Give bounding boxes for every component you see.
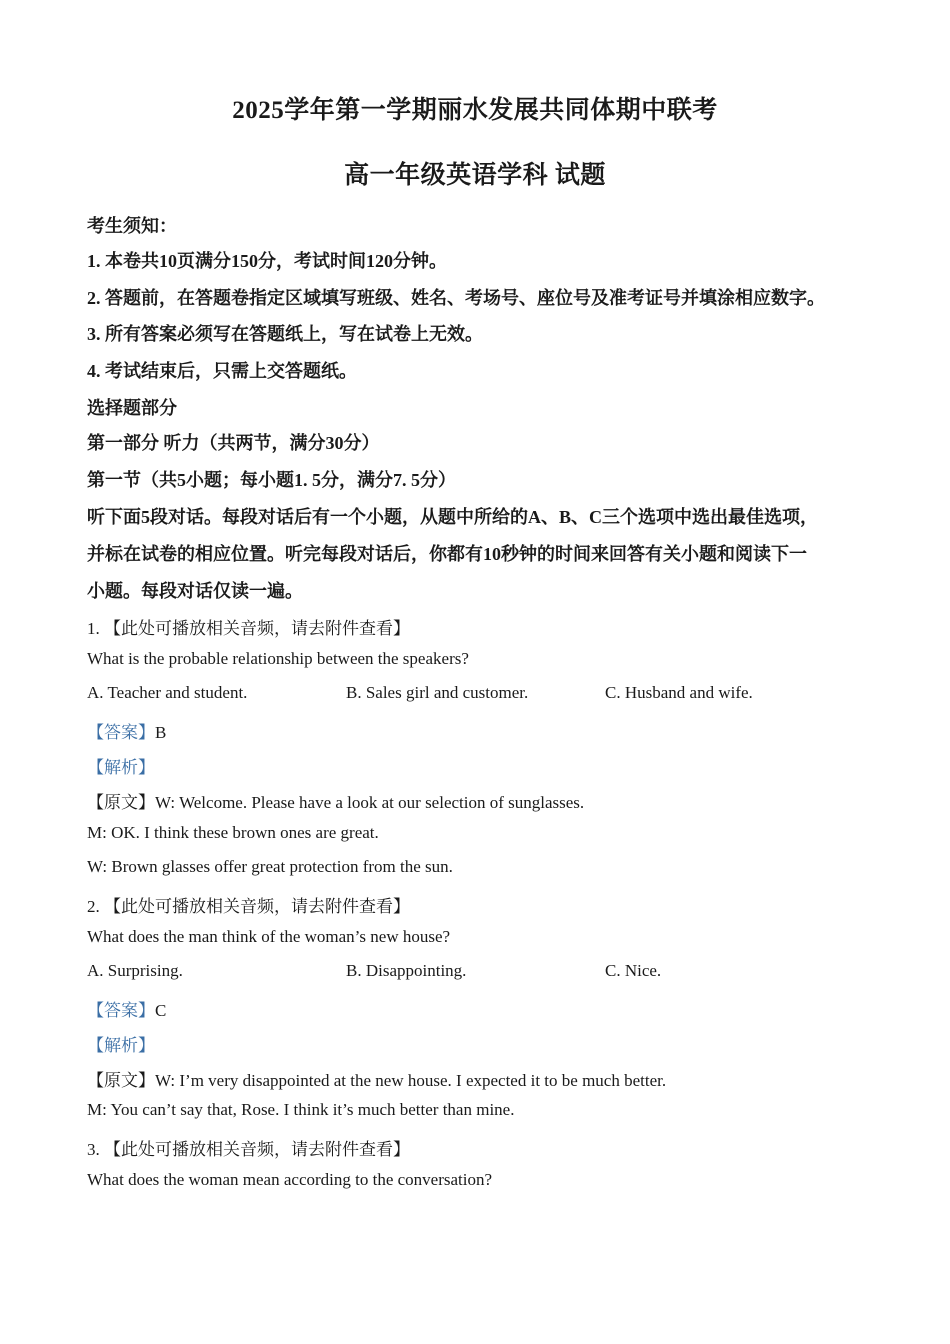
notice-item: 1. 本卷共10页满分150分，考试时间120分钟。 — [87, 251, 447, 271]
notice-item: 3. 所有答案必须写在答题纸上，写在试卷上无效。 — [87, 324, 483, 344]
option-a: A. Surprising. — [87, 961, 183, 980]
part1-heading: 第一部分 听力（共两节，满分30分） — [87, 433, 380, 453]
script-line: W: Brown glasses offer great protection from the sun. — [87, 857, 453, 876]
question-1-audio — [87, 614, 410, 639]
question-number: 2. — [87, 897, 104, 916]
question-2-answer — [87, 996, 166, 1021]
audio-placeholder[interactable]: 【此处可播放相关音频，请去附件查看】 — [104, 619, 410, 638]
script-line: M: You can’t say that, Rose. I think it’s much better than mine. — [87, 1100, 515, 1119]
script-line: W: I’m very disappointed at the new house. I expected it to be much better. — [155, 1071, 667, 1090]
analysis-label: 【解析】 — [87, 758, 155, 777]
document-subtitle: 高一年级英语学科 试题 — [344, 162, 606, 189]
answer-label: 【答案】 — [87, 723, 155, 742]
script-line: M: OK. I think these brown ones are great. — [87, 823, 379, 842]
answer-value: B — [155, 723, 167, 742]
question-3-audio — [87, 1135, 410, 1160]
option-a: A. Teacher and student. — [87, 683, 248, 702]
notice-heading: 考生须知： — [87, 216, 177, 236]
part-label: 选择题部分 — [87, 398, 177, 418]
answer-label: 【答案】 — [87, 1001, 155, 1020]
analysis-label: 【解析】 — [87, 1036, 155, 1055]
audio-placeholder[interactable]: 【此处可播放相关音频，请去附件查看】 — [104, 897, 410, 916]
option-b: B. Sales girl and customer. — [346, 683, 529, 702]
question-1-script — [87, 788, 584, 813]
notice-item: 2. 答题前，在答题卷指定区域填写班级、姓名、考场号、座位号及准考证号并填涂相应数字。 — [87, 288, 825, 308]
answer-value: C — [155, 1001, 167, 1020]
option-b: B. Disappointing. — [346, 961, 467, 980]
question-number: 3. — [87, 1140, 104, 1159]
question-number: 1. — [87, 619, 104, 638]
question-3-stem: What does the woman mean according to the conversation? — [87, 1170, 493, 1189]
question-1-answer — [87, 718, 166, 743]
instructions-line: 小题。每段对话仅读一遍。 — [87, 581, 303, 601]
audio-placeholder[interactable]: 【此处可播放相关音频，请去附件查看】 — [104, 1140, 410, 1159]
question-1-stem: What is the probable relationship between the speakers? — [87, 649, 469, 668]
instructions-line: 并标在试卷的相应位置。听完每段对话后，你都有10秒钟的时间来回答有关小题和阅读下一 — [87, 544, 807, 564]
notice-item: 4. 考试结束后，只需上交答题纸。 — [87, 361, 357, 381]
option-c: C. Nice. — [605, 961, 662, 980]
original-label: 【原文】 — [87, 1071, 155, 1090]
script-line: W: Welcome. Please have a look at our selection of sunglasses. — [155, 793, 585, 812]
question-2-script — [87, 1066, 666, 1091]
section1-heading: 第一节（共5小题；每小题1. 5分，满分7. 5分） — [87, 470, 456, 490]
question-2-stem: What does the man think of the woman’s new house? — [87, 927, 451, 946]
option-c: C. Husband and wife. — [605, 683, 753, 702]
instructions-line: 听下面5段对话。每段对话后有一个小题，从题中所给的A、B、C三个选项中选出最佳选项， — [87, 507, 818, 527]
original-label: 【原文】 — [87, 793, 155, 812]
document-title: 2025学年第一学期丽水发展共同体期中联考 — [232, 97, 718, 124]
question-2-audio — [87, 892, 410, 917]
